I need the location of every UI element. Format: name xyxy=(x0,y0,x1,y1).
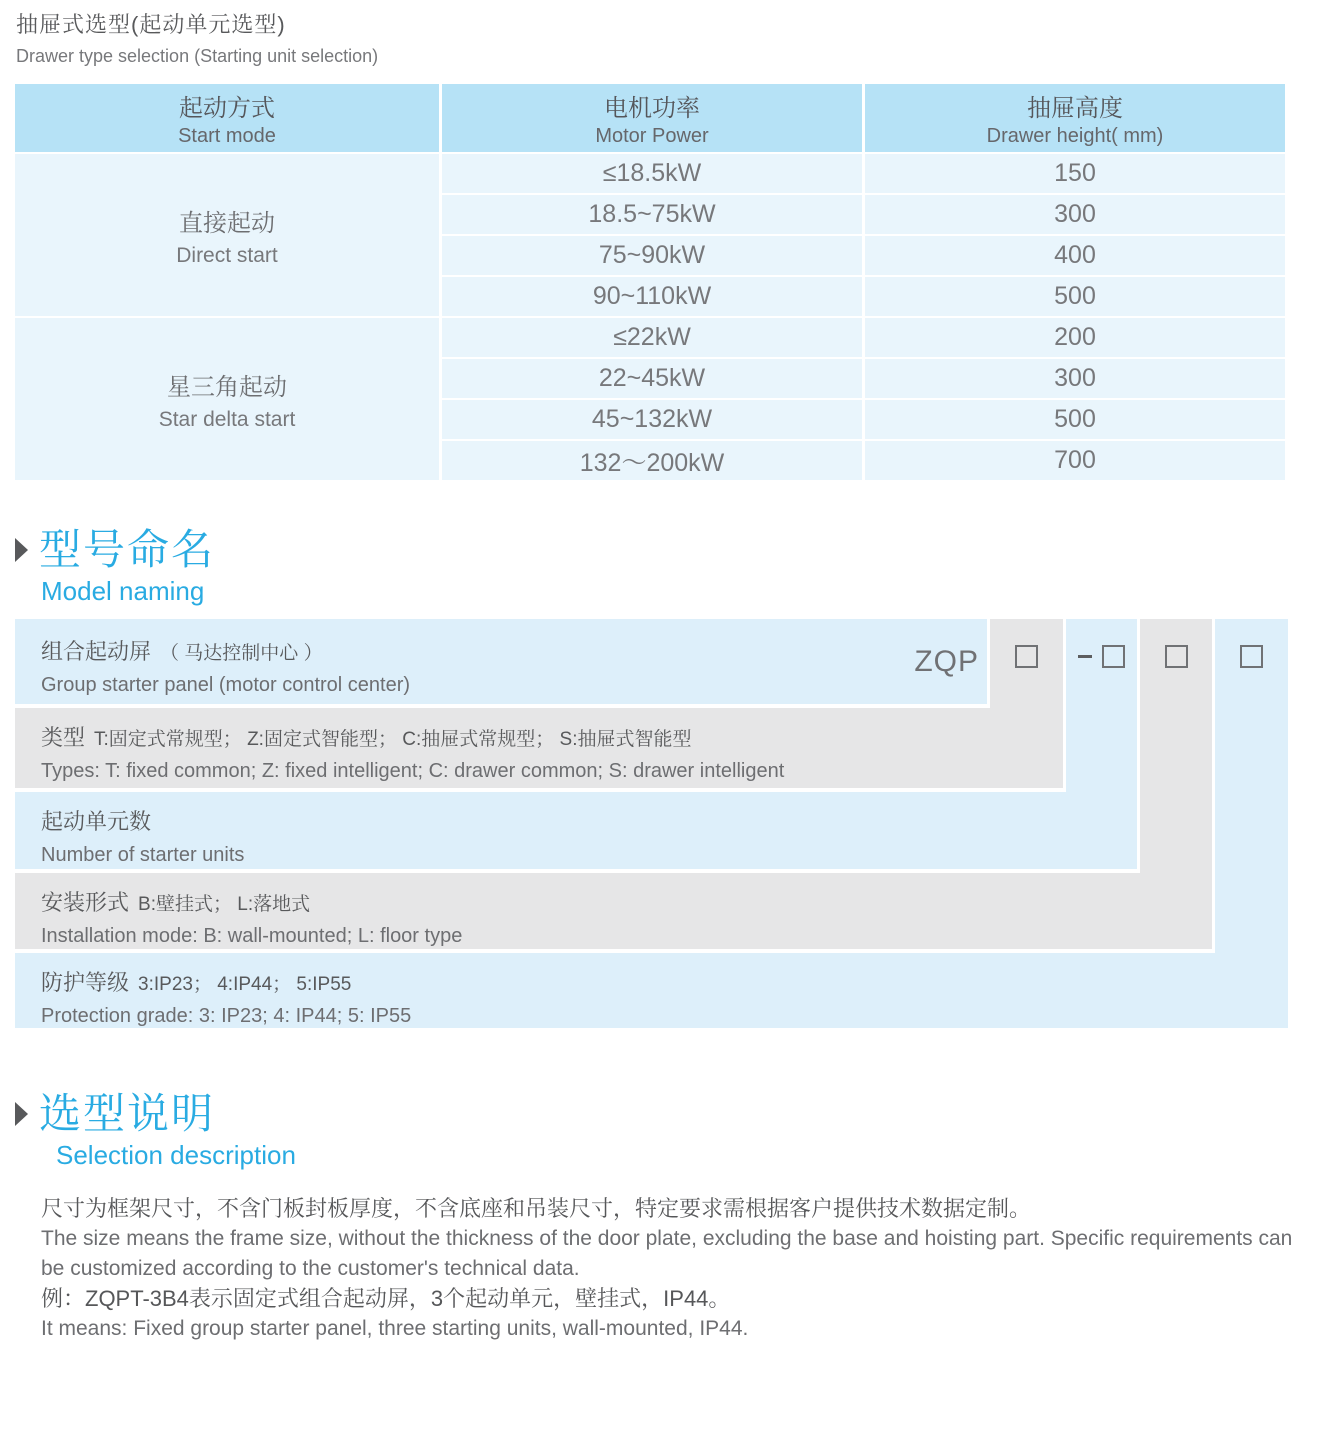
naming-column-installation xyxy=(1137,619,1212,873)
table-row xyxy=(15,154,1285,193)
naming-row-installation-mode xyxy=(15,873,1212,949)
naming-row-en: Types: T: fixed common; Z: fixed intelligent; C: drawer common; S: drawer intelligent xyxy=(41,760,785,782)
col-header-cn: 抽屉高度 xyxy=(1027,95,1123,122)
col-header-en: Motor Power xyxy=(595,125,709,147)
naming-row-cn: 安装形式 B:壁挂式； L:落地式 xyxy=(41,890,311,915)
motor-power-cell: 45~132kW xyxy=(442,400,862,439)
naming-row-en: Protection grade: 3: IP23; 4: IP44; 5: IP55 xyxy=(41,1005,412,1027)
drawer-selection-table xyxy=(12,82,1288,482)
dash-icon xyxy=(1078,655,1092,658)
col-header-en: Start mode xyxy=(178,125,276,147)
naming-row-protection-grade xyxy=(15,953,1288,1028)
drawer-height-cell: 300 xyxy=(865,195,1285,234)
drawer-height-cell: 300 xyxy=(865,359,1285,398)
paragraph-cn: 例：ZQPT-3B4表示固定式组合起动屏，3个起动单元，壁挂式，IP44。 xyxy=(41,1286,731,1311)
naming-column-starter-units xyxy=(1063,619,1137,792)
naming-column-protection xyxy=(1212,619,1288,953)
arrow-right-icon xyxy=(15,538,28,562)
motor-power-cell: 18.5~75kW xyxy=(442,195,862,234)
page-title xyxy=(16,8,378,67)
col-header-drawer-height xyxy=(865,84,1285,152)
section-heading-cn: 型号命名 xyxy=(39,526,216,573)
start-mode-cn: 直接起动 xyxy=(179,209,275,237)
paragraph-cn: 尺寸为框架尺寸，不含门板封板厚度，不含底座和吊装尺寸，特定要求需根据客户提供技术数据定制。 xyxy=(41,1196,1032,1221)
naming-row-en: Installation mode: B: wall-mounted; L: floor type xyxy=(41,925,463,947)
drawer-height-cell: 500 xyxy=(865,400,1285,439)
motor-power-cell: 90~110kW xyxy=(442,277,862,316)
naming-row-starter-units xyxy=(15,792,1137,869)
placeholder-box-icon xyxy=(1102,645,1125,668)
placeholder-box-icon xyxy=(1015,645,1038,668)
page-title-en: Drawer type selection (Starting unit selection) xyxy=(16,46,379,66)
naming-row-cn: 类型 T:固定式常规型； Z:固定式智能型； C:抽屉式常规型； S:抽屉式智能型 xyxy=(41,725,692,750)
model-code-prefix: ZQP xyxy=(914,645,979,678)
motor-power-cell: 75~90kW xyxy=(442,236,862,275)
motor-power-cell: 22~45kW xyxy=(442,359,862,398)
drawer-height-cell: 400 xyxy=(865,236,1285,275)
naming-row-en: Number of starter units xyxy=(41,844,245,866)
page-title-cn: 抽屉式选型(起动单元选型) xyxy=(16,12,286,37)
drawer-height-cell: 150 xyxy=(865,154,1285,193)
drawer-height-cell: 500 xyxy=(865,277,1285,316)
table-row xyxy=(15,318,1285,357)
paragraph-en: The size means the frame size, without the thickness of the door plate, excluding the base and hoisting part. Specific requirements can be customized according to the customer's technical data. xyxy=(41,1227,1293,1280)
table-header-row xyxy=(15,84,1285,152)
section-heading-en: Selection description xyxy=(56,1140,296,1170)
naming-column-type xyxy=(987,619,1063,708)
section-heading-line xyxy=(15,528,215,572)
section-selection-description-heading xyxy=(15,1092,296,1171)
naming-row-group-starter-panel xyxy=(15,619,987,704)
naming-row-cn: 起动单元数 xyxy=(41,809,152,834)
col-header-cn: 起动方式 xyxy=(179,95,275,122)
start-mode-direct-cell xyxy=(15,154,439,316)
col-header-cn: 电机功率 xyxy=(604,95,700,122)
motor-power-cell: 132～200kW xyxy=(442,441,862,480)
naming-row-cn: 组合起动屏 （ 马达控制中心 ） xyxy=(41,639,323,664)
paragraph-en: It means: Fixed group starter panel, three starting units, wall-mounted, IP44. xyxy=(41,1317,749,1340)
motor-power-cell: ≤22kW xyxy=(442,318,862,357)
naming-row-cn: 防护等级 3:IP23； 4:IP44； 5:IP55 xyxy=(41,970,352,995)
start-mode-star-delta-cell xyxy=(15,318,439,480)
section-heading-en: Model naming xyxy=(41,576,205,606)
drawer-height-cell: 700 xyxy=(865,441,1285,480)
start-mode-en: Star delta start xyxy=(158,407,296,431)
dash-box-group xyxy=(1078,645,1125,668)
arrow-right-icon xyxy=(15,1102,28,1126)
motor-power-cell: ≤18.5kW xyxy=(442,154,862,193)
col-header-start-mode xyxy=(15,84,439,152)
model-naming-diagram xyxy=(15,619,1288,1028)
placeholder-box-icon xyxy=(1240,645,1263,668)
naming-row-en: Group starter panel (motor control center) xyxy=(41,674,411,696)
col-header-motor-power xyxy=(442,84,862,152)
placeholder-box-icon xyxy=(1165,645,1188,668)
section-heading-line xyxy=(15,1092,296,1136)
start-mode-en: Direct start xyxy=(176,243,278,267)
section-model-naming-heading xyxy=(15,528,215,607)
section-heading-cn: 选型说明 xyxy=(39,1090,216,1137)
naming-row-types xyxy=(15,708,1063,788)
start-mode-cn: 星三角起动 xyxy=(167,373,287,401)
col-header-en: Drawer height( mm) xyxy=(986,125,1164,147)
selection-description-text xyxy=(41,1194,1293,1344)
drawer-height-cell: 200 xyxy=(865,318,1285,357)
